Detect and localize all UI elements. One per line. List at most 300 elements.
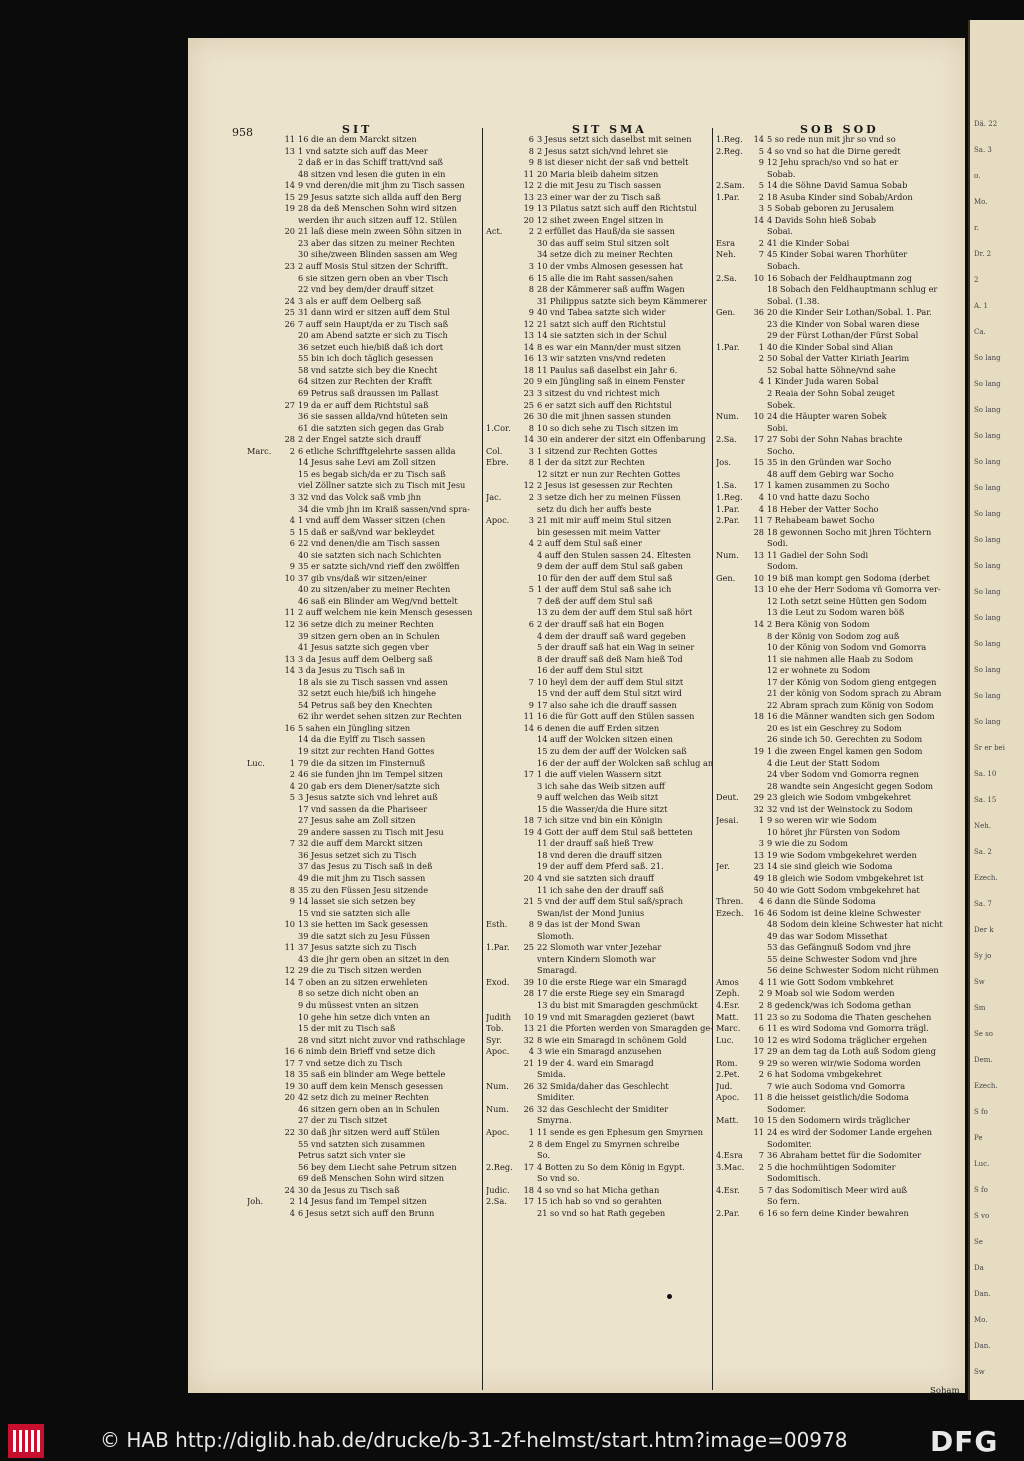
book-ref xyxy=(486,965,520,977)
chapter-ref xyxy=(281,873,298,885)
verse-text: Sodomitisch. xyxy=(767,1173,821,1184)
chapter-ref: 9 xyxy=(528,699,534,710)
verse-text: 6 hat Sodoma vmbgekehret xyxy=(767,1069,882,1080)
verse-text: 12 er wohnete zu Sodom xyxy=(767,665,871,676)
concordance-entry xyxy=(716,908,946,920)
book-ref xyxy=(486,134,520,146)
verse-text: So fern. xyxy=(767,1196,800,1207)
verse-text: 40 sie satzten sich nach Schichten xyxy=(298,549,442,560)
book-ref xyxy=(486,908,520,920)
chapter-ref xyxy=(281,249,298,261)
concordance-entry xyxy=(716,804,946,816)
chapter-ref xyxy=(750,226,767,238)
verse-text: 7 Rehabeam bawet Socho xyxy=(767,515,875,526)
verse-text: 23 gleich wie Sodom vmbgekehret xyxy=(767,792,911,803)
book-ref xyxy=(716,665,750,677)
concordance-entry xyxy=(716,146,946,158)
verse-text: 36 setze dich zu meiner Rechten xyxy=(298,618,434,629)
book-ref xyxy=(247,665,281,677)
column-rule-1 xyxy=(482,128,483,1390)
chapter-ref xyxy=(281,1173,298,1185)
chapter-ref xyxy=(281,330,298,342)
book-ref xyxy=(247,677,281,689)
book-ref xyxy=(716,885,750,897)
book-ref xyxy=(247,411,281,423)
concordance-entry xyxy=(716,342,946,354)
verse-text: 23 die Kinder von Sobal waren diese xyxy=(767,318,920,329)
chapter-ref xyxy=(520,931,537,943)
verse-text: 17 der König von Sodom gieng entgegen xyxy=(767,676,937,687)
chapter-ref: 4 xyxy=(758,376,764,387)
concordance-entry xyxy=(716,873,946,885)
book-ref xyxy=(486,746,520,758)
verse-text: 15 zu dem der auff der Wolcken saß xyxy=(537,745,687,756)
concordance-entry xyxy=(716,434,946,446)
chapter-ref: 27 xyxy=(284,399,295,410)
chapter-ref: 3 xyxy=(289,491,295,502)
book-ref xyxy=(486,330,520,342)
book-ref xyxy=(247,654,281,666)
chapter-ref: 14 xyxy=(523,434,534,445)
verse-text: 35 zu den Füssen Jesu sitzende xyxy=(298,884,429,895)
book-ref xyxy=(247,319,281,331)
book-ref xyxy=(247,504,281,516)
book-ref: Thren. xyxy=(716,896,744,907)
right-page-fragment: A. 1 xyxy=(974,302,988,310)
chapter-ref: 1 xyxy=(528,1127,534,1138)
concordance-entry xyxy=(247,954,477,966)
verse-text: 17 also sahe ich die drauff sassen xyxy=(537,699,677,710)
book-ref xyxy=(247,353,281,365)
chapter-ref: 10 xyxy=(284,919,295,930)
chapter-ref xyxy=(281,988,298,1000)
verse-text: 12 Loth setzt seine Hütten gen Sodom xyxy=(767,595,927,606)
concordance-entry xyxy=(716,931,946,943)
concordance-entry xyxy=(486,157,716,169)
book-ref xyxy=(247,365,281,377)
concordance-entry xyxy=(247,411,477,423)
right-page-fragment: So lang xyxy=(974,432,1001,440)
chapter-ref: 4 xyxy=(528,538,534,549)
book-ref xyxy=(716,769,750,781)
book-ref xyxy=(247,492,281,504)
concordance-entry xyxy=(247,423,477,435)
verse-text: 40 die Kinder Sobal sind Alian xyxy=(767,341,894,352)
chapter-ref: 3 xyxy=(528,515,534,526)
concordance-entry xyxy=(247,515,477,527)
concordance-entry xyxy=(486,1012,716,1024)
book-ref xyxy=(716,226,750,238)
right-page-fragment: Dr. 2 xyxy=(974,250,992,258)
chapter-ref xyxy=(281,353,298,365)
concordance-entry xyxy=(247,781,477,793)
verse-text: 56 bey dem Liecht sahe Petrum sitzen xyxy=(298,1161,457,1172)
book-ref xyxy=(247,896,281,908)
concordance-entry xyxy=(486,1196,716,1208)
chapter-ref: 7 xyxy=(758,1150,764,1161)
chapter-ref xyxy=(750,330,767,342)
verse-text: 18 als sie zu Tisch sassen vnd assen xyxy=(298,676,448,687)
chapter-ref: 3 xyxy=(758,838,764,849)
book-ref xyxy=(716,873,750,885)
verse-text: 16 Sobach der Feldhauptmann zog xyxy=(767,272,912,283)
chapter-ref xyxy=(281,1000,298,1012)
book-ref xyxy=(716,261,750,273)
concordance-entry xyxy=(247,1173,477,1185)
book-ref xyxy=(486,365,520,377)
verse-text: Sobai. xyxy=(767,226,793,237)
book-ref xyxy=(716,677,750,689)
verse-text: 29 andere sassen zu Tisch mit Jesu xyxy=(298,826,444,837)
book-ref: Apoc. xyxy=(486,515,510,526)
concordance-entry xyxy=(716,561,946,573)
verse-text: 69 deß Menschen Sohn wird sitzen xyxy=(298,1173,445,1184)
concordance-entry xyxy=(486,781,716,793)
concordance-entry xyxy=(716,827,946,839)
concordance-column-3 xyxy=(716,134,946,1219)
concordance-entry xyxy=(486,688,716,700)
chapter-ref: 26 xyxy=(523,1080,534,1091)
book-ref xyxy=(716,688,750,700)
concordance-entry xyxy=(716,330,946,342)
verse-text: Sobek. xyxy=(767,399,796,410)
book-ref: 4.Esra xyxy=(716,1150,743,1161)
footer-url[interactable]: © HAB http://diglib.hab.de/drucke/b-31-2f-helmst/start.htm?image=00978 xyxy=(100,1428,848,1452)
concordance-entry xyxy=(486,607,716,619)
concordance-entry xyxy=(716,134,946,146)
concordance-entry xyxy=(486,804,716,816)
book-ref xyxy=(716,758,750,770)
verse-text: 2 die mit Jesu zu Tisch sassen xyxy=(537,180,662,191)
chapter-ref xyxy=(281,954,298,966)
book-ref xyxy=(486,781,520,793)
book-ref xyxy=(247,642,281,654)
book-ref xyxy=(486,723,520,735)
book-ref xyxy=(486,469,520,481)
concordance-entry xyxy=(247,654,477,666)
book-ref xyxy=(486,296,520,308)
verse-text: 46 sie funden jhn im Tempel sitzen xyxy=(298,769,443,780)
book-ref xyxy=(716,711,750,723)
book-ref xyxy=(486,215,520,227)
chapter-ref: 17 xyxy=(523,1161,534,1172)
concordance-entry xyxy=(486,873,716,885)
verse-text: 34 setze dich zu meiner Rechten xyxy=(537,249,673,260)
chapter-ref xyxy=(281,804,298,816)
concordance-entry xyxy=(486,1162,716,1174)
concordance-entry xyxy=(247,215,477,227)
concordance-entry xyxy=(716,1035,946,1047)
book-ref xyxy=(486,700,520,712)
verse-text: 15 vnd sie satzten sich alle xyxy=(298,907,410,918)
book-ref xyxy=(716,1127,750,1139)
book-ref xyxy=(486,1173,520,1185)
right-page-fragment: Sa. 10 xyxy=(974,770,997,778)
verse-text: 30 da Jesus zu Tisch saß xyxy=(298,1184,400,1195)
concordance-entry xyxy=(247,1023,477,1035)
concordance-entry xyxy=(486,180,716,192)
book-ref xyxy=(716,388,750,400)
book-ref xyxy=(247,1162,281,1174)
concordance-entry xyxy=(247,180,477,192)
concordance-entry xyxy=(716,1069,946,1081)
chapter-ref: 3 xyxy=(758,203,764,214)
chapter-ref: 14 xyxy=(284,180,295,191)
right-page-fragment: Sw xyxy=(974,978,985,986)
concordance-entry xyxy=(247,677,477,689)
concordance-entry xyxy=(247,342,477,354)
concordance-entry xyxy=(247,146,477,158)
book-ref xyxy=(247,711,281,723)
verse-text: 8 dem Engel zu Smyrnen schreibe xyxy=(537,1138,680,1149)
chapter-ref: 18 xyxy=(753,711,764,722)
chapter-ref xyxy=(750,388,767,400)
chapter-ref: 12 xyxy=(523,318,534,329)
concordance-entry xyxy=(486,954,716,966)
verse-text: Swan/ist der Mond Junius xyxy=(537,907,645,918)
chapter-ref: 13 xyxy=(284,653,295,664)
verse-text: 18 gewonnen Socho mit jhren Töchtern xyxy=(767,526,932,537)
chapter-ref xyxy=(750,758,767,770)
chapter-ref: 11 xyxy=(284,134,295,144)
verse-text: 30 ein anderer der sitzt ein Offenbarung xyxy=(537,434,706,445)
verse-text: 32 vnd ist der Weinstock zu Sodom xyxy=(767,803,913,814)
verse-text: 36 Abraham bettet für die Sodomiter xyxy=(767,1150,922,1161)
book-ref xyxy=(486,573,520,585)
verse-text: 5 so rede nun mit jhr so vnd so xyxy=(767,134,896,144)
verse-text: Sodomer. xyxy=(767,1103,806,1114)
verse-text: 19 da er auff dem Richtstul saß xyxy=(298,399,429,410)
chapter-ref xyxy=(520,296,537,308)
verse-text: 28 da deß Menschen Sohn wird sitzen xyxy=(298,203,457,214)
verse-text: 53 das Gefängnuß Sodom vnd jhre xyxy=(767,942,911,953)
verse-text: 28 wandte sein Angesicht gegen Sodom xyxy=(767,780,934,791)
concordance-entry xyxy=(486,504,716,516)
concordance-entry xyxy=(486,758,716,770)
verse-text: 79 die da sitzen im Finsternuß xyxy=(298,757,426,768)
verse-text: 3 wie ein Smaragd anzusehen xyxy=(537,1046,662,1057)
concordance-entry xyxy=(247,550,477,562)
concordance-entry xyxy=(247,134,477,146)
verse-text: 52 Sobal hatte Söhne/vnd sahe xyxy=(767,364,896,375)
concordance-entry xyxy=(716,1058,946,1070)
verse-text: 48 auff dem Gebirg war Socho xyxy=(767,468,894,479)
concordance-entry xyxy=(486,584,716,596)
verse-text: 55 deine Schwester Sodom vnd jhre xyxy=(767,953,918,964)
verse-text: 11 sende es gen Ephesum gen Smyrnen xyxy=(537,1127,704,1138)
chapter-ref: 39 xyxy=(523,976,534,987)
book-ref xyxy=(486,249,520,261)
verse-text: 32 Smida/daher das Geschlecht xyxy=(537,1080,669,1091)
concordance-entry xyxy=(716,261,946,273)
verse-text: 4 Davids Sohn hieß Sobab xyxy=(767,214,876,225)
verse-text: 17 vnd sassen da die Phariseer xyxy=(298,803,428,814)
chapter-ref: 21 xyxy=(523,896,534,907)
verse-text: 11 es wird Sodoma vnd Gomorra trägl. xyxy=(767,1023,929,1034)
right-page-fragment: Pe xyxy=(974,1134,983,1142)
book-ref: Esra xyxy=(716,237,735,248)
concordance-entry xyxy=(716,273,946,285)
concordance-entry xyxy=(486,353,716,365)
book-ref xyxy=(716,584,750,596)
concordance-entry xyxy=(716,1046,946,1058)
verse-text: 26 sinde ich 50. Gerechten zu Sodom xyxy=(767,734,923,745)
book-ref xyxy=(247,1139,281,1151)
concordance-entry xyxy=(247,480,477,492)
chapter-ref: 2 xyxy=(289,1196,295,1207)
book-ref xyxy=(247,169,281,181)
chapter-ref: 5 xyxy=(758,180,764,191)
chapter-ref: 29 xyxy=(753,792,764,803)
right-page-fragment: So lang xyxy=(974,354,1001,362)
concordance-entry xyxy=(247,885,477,897)
chapter-ref: 1 xyxy=(758,815,764,826)
book-ref xyxy=(716,446,750,458)
right-page-fragment: o. xyxy=(974,172,981,180)
chapter-ref: 7 xyxy=(758,249,764,260)
verse-text: 55 bin ich doch täglich gesessen xyxy=(298,353,434,364)
chapter-ref: 2 xyxy=(758,988,764,999)
verse-text: 1 kamen zusammen zu Socho xyxy=(767,480,890,491)
verse-text: 64 sitzen zur Rechten der Krafft xyxy=(298,376,432,387)
book-ref xyxy=(486,169,520,181)
chapter-ref: 14 xyxy=(523,341,534,352)
concordance-entry xyxy=(486,850,716,862)
verse-text: 22 vnd bey dem/der drauff sitzet xyxy=(298,284,434,295)
chapter-ref xyxy=(281,631,298,643)
verse-text: 15 die Wasser/da die Hure sitzt xyxy=(537,803,668,814)
concordance-entry xyxy=(247,238,477,250)
book-ref xyxy=(486,434,520,446)
verse-text: 11 ich sahe den der drauff saß xyxy=(537,884,664,895)
book-ref xyxy=(486,954,520,966)
verse-text: 36 Jesus setzet sich zu Tisch xyxy=(298,849,417,860)
chapter-ref: 19 xyxy=(523,203,534,214)
verse-text: 35 in den Gründen war Socho xyxy=(767,457,892,468)
concordance-entry xyxy=(486,977,716,989)
verse-text: 16 der der auff der Wolcken saß schlug an xyxy=(537,757,714,768)
concordance-entry xyxy=(486,861,716,873)
right-page-fragment: Luc. xyxy=(974,1160,990,1168)
chapter-ref xyxy=(281,1162,298,1174)
chapter-ref xyxy=(281,908,298,920)
book-ref xyxy=(247,827,281,839)
book-ref xyxy=(247,850,281,862)
concordance-entry xyxy=(247,1162,477,1174)
concordance-entry xyxy=(247,1000,477,1012)
book-ref xyxy=(486,677,520,689)
verse-text: Smaragd. xyxy=(537,965,578,976)
verse-text: 17 die erste Riege sey ein Smaragd xyxy=(537,988,685,999)
verse-text: Smyrna. xyxy=(537,1115,572,1126)
chapter-ref: 11 xyxy=(753,1092,764,1103)
chapter-ref xyxy=(520,654,537,666)
column-header-1: SIT xyxy=(342,123,373,136)
book-ref: 1.Cor. xyxy=(486,422,511,433)
verse-text: 29 so weren wir/wie Sodoma worden xyxy=(767,1057,921,1068)
verse-text: Sobach. xyxy=(767,261,801,272)
book-ref xyxy=(247,688,281,700)
concordance-entry xyxy=(486,319,716,331)
verse-text: 4 so vnd so hat Micha gethan xyxy=(537,1184,660,1195)
chapter-ref: 19 xyxy=(523,826,534,837)
verse-text: 3 sitzest du vnd richtest mich xyxy=(537,388,660,399)
book-ref: Gen. xyxy=(716,572,736,583)
book-ref xyxy=(247,469,281,481)
verse-text: bin gesessen mit meim Vatter xyxy=(537,526,661,537)
book-ref: 2.Par. xyxy=(716,1207,740,1218)
verse-text: 15 es begab sich/da er zu Tisch saß xyxy=(298,468,446,479)
book-ref xyxy=(247,238,281,250)
verse-text: 6 etliche Schrifftgelehrte sassen allda xyxy=(298,445,456,456)
verse-text: 16 so fern deine Kinder bewahren xyxy=(767,1207,909,1218)
verse-text: 15 der mit zu Tisch saß xyxy=(298,1023,396,1034)
chapter-ref: 19 xyxy=(284,203,295,214)
concordance-entry xyxy=(716,919,946,931)
book-ref xyxy=(247,1208,281,1220)
chapter-ref: 4 xyxy=(528,1046,534,1057)
chapter-ref xyxy=(520,804,537,816)
concordance-entry xyxy=(486,677,716,689)
verse-text: 23 aber das sitzen zu meiner Rechten xyxy=(298,237,455,248)
book-ref xyxy=(247,607,281,619)
chapter-ref xyxy=(281,284,298,296)
concordance-entry xyxy=(486,1046,716,1058)
book-ref xyxy=(486,1069,520,1081)
verse-text: 24 die Häupter waren Sobek xyxy=(767,411,887,422)
book-ref: Act. xyxy=(486,226,503,237)
book-ref xyxy=(486,931,520,943)
chapter-ref: 28 xyxy=(523,988,534,999)
chapter-ref xyxy=(520,965,537,977)
chapter-ref xyxy=(750,1196,767,1208)
chapter-ref xyxy=(281,1104,298,1116)
chapter-ref xyxy=(750,781,767,793)
concordance-entry xyxy=(716,977,946,989)
concordance-entry xyxy=(716,480,946,492)
concordance-entry xyxy=(716,1012,946,1024)
concordance-entry xyxy=(486,631,716,643)
concordance-entry xyxy=(247,249,477,261)
book-ref xyxy=(716,642,750,654)
concordance-entry xyxy=(486,896,716,908)
concordance-entry xyxy=(486,1127,716,1139)
chapter-ref: 4 xyxy=(289,1207,295,1218)
verse-text: 13 du bist mit Smaragden geschmückt xyxy=(537,1000,698,1011)
book-ref xyxy=(716,319,750,331)
verse-text: 37 das Jesus zu Tisch saß in deß xyxy=(298,861,433,872)
catchword: Soham xyxy=(930,1386,960,1396)
concordance-entry xyxy=(486,827,716,839)
book-ref: Judith xyxy=(486,1011,511,1022)
chapter-ref: 13 xyxy=(753,849,764,860)
book-ref: Jud. xyxy=(716,1080,733,1091)
verse-text: 14 sie satzten sich in der Schul xyxy=(537,330,667,341)
verse-text: 23 einer war der zu Tisch saß xyxy=(537,191,661,202)
book-ref xyxy=(247,434,281,446)
concordance-entry xyxy=(716,365,946,377)
book-ref: Num. xyxy=(486,1103,509,1114)
chapter-ref: 3 xyxy=(528,445,534,456)
concordance-entry xyxy=(247,330,477,342)
verse-text: Sodom. xyxy=(767,561,799,572)
chapter-ref xyxy=(281,700,298,712)
book-ref xyxy=(486,561,520,573)
book-ref xyxy=(716,365,750,377)
verse-text: 20 die Kinder Seir Lothan/Sobal. 1. Par. xyxy=(767,307,932,318)
right-page-fragment: Se so xyxy=(974,1030,993,1038)
verse-text: 16 die Männer wandten sich gen Sodom xyxy=(767,711,935,722)
